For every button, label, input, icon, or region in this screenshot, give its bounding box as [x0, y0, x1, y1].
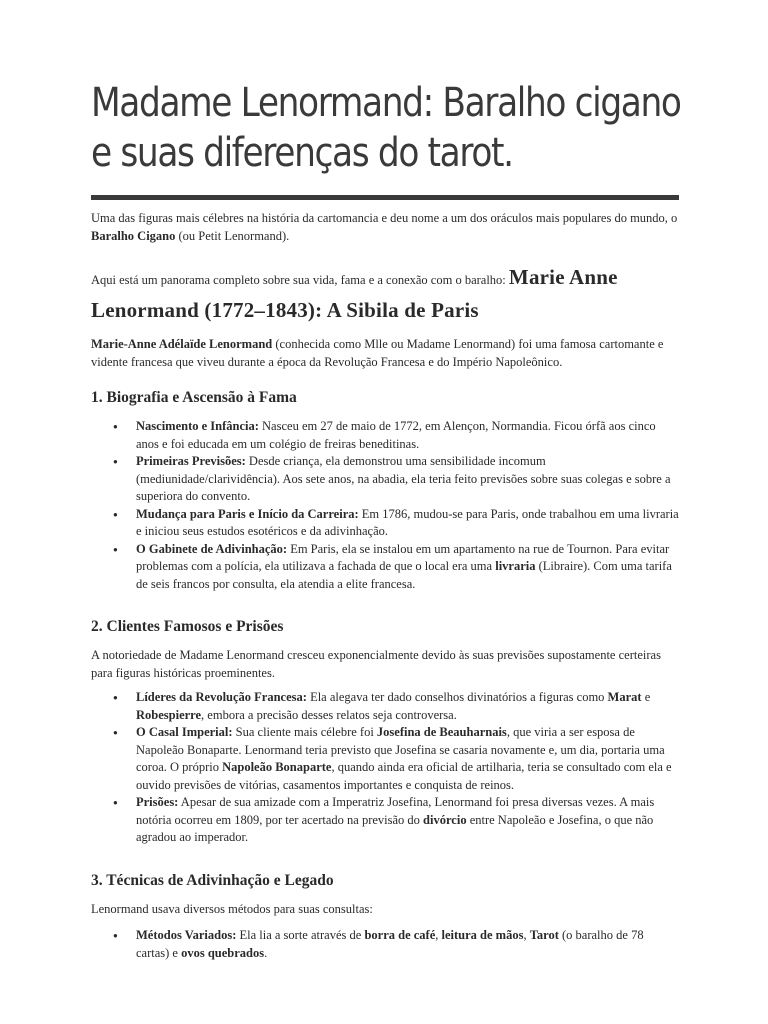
- item-text: ,: [523, 928, 530, 942]
- item-bold: Josefina de Beauharnais: [376, 725, 507, 739]
- main-heading-part-1: Marie Anne: [508, 265, 618, 289]
- item-text: e: [641, 690, 651, 704]
- bio-intro-paragraph: [91, 336, 679, 371]
- section-2-intro: A notoriedade de Madame Lenormand cresceu exponencialmente devido às suas previsões supostamente certeiras para figuras históricas proeminentes.: [91, 648, 661, 680]
- list-item: [91, 724, 679, 794]
- item-bold: Líderes da Revolução Francesa:: [136, 690, 307, 704]
- item-bold: borra de café: [364, 928, 436, 942]
- panorama-text: Aqui está um panorama completo sobre sua vida, fama e a conexão com o baralho:: [91, 273, 509, 287]
- item-bold: Robespierre: [136, 707, 202, 722]
- intro-paragraph: [91, 210, 679, 245]
- item-text: (Libraire). Com uma tarifa de seis francos por consulta, ela atendia a elite francesa.: [136, 559, 672, 591]
- section-3-intro: Lenormand usava diversos métodos para suas consultas:: [91, 902, 373, 916]
- list-item: [91, 689, 679, 724]
- section-1-list: [91, 418, 679, 593]
- item-text: Ela lia a sorte através de: [236, 928, 365, 942]
- item-bold: ovos quebrados: [181, 945, 265, 960]
- intro-text-end: (ou Petit Lenormand).: [175, 228, 290, 243]
- list-item: [91, 927, 679, 962]
- intro-text: Uma das figuras mais célebres na história da cartomancia e deu nome a um dos oráculos mais populares do mundo, o: [91, 211, 678, 225]
- main-heading-part-2: Lenormand (1772–1843): A Sibila de Paris: [91, 298, 479, 322]
- title-line-2: e suas diferenças do tarot.: [91, 130, 513, 176]
- item-bold: Napoleão Bonaparte: [222, 760, 332, 774]
- title-line-1: Madame Lenormand: Baralho cigano: [91, 80, 681, 126]
- list-item: [91, 418, 679, 453]
- item-text: (o baralho de 78 cartas) e: [136, 928, 644, 960]
- item-bold: divórcio: [423, 812, 467, 827]
- item-bold: Tarot: [529, 928, 559, 942]
- section-3-heading: 3. Técnicas de Adivinhação e Legado: [91, 872, 334, 889]
- section-3-list: [91, 927, 679, 962]
- list-item: [91, 794, 679, 847]
- item-bold: Prisões:: [136, 795, 179, 809]
- item-text: , quando ainda era oficial de artilharia, teria se consultado com ela e ouvido previsões de vitórias, casamentos importantes e conquista de reinos.: [136, 760, 672, 792]
- title-divider: [91, 195, 679, 200]
- bio-intro-text: (conhecida como Mlle ou Madame Lenormand) foi uma famosa cartomante e vidente francesa que viveu durante a época da Revolução Francesa e do Império Napoleônico.: [91, 337, 664, 369]
- document-title: [91, 78, 681, 178]
- item-bold: Métodos Variados:: [136, 928, 237, 942]
- list-item: [91, 506, 679, 541]
- item-text: Ela alegava ter dado conselhos divinatórios a figuras como: [306, 690, 608, 704]
- item-text: .: [264, 945, 268, 960]
- list-item: [91, 453, 679, 506]
- list-item: [91, 541, 679, 594]
- item-text: Apesar de sua amizade com a Imperatriz Josefina, Lenormand foi presa diversas vezes. A mais notória ocorreu em 1809, por ter acertado na previsão do: [136, 795, 655, 827]
- item-text: entre Napoleão e Josefina, o que não agradou ao imperador.: [136, 812, 654, 844]
- section-1-heading: 1. Biografia e Ascensão à Fama: [91, 389, 297, 406]
- item-text: Em Paris, ela se instalou em um apartamento na rue de Tournon. Para evitar problemas com a polícia, ela utilizava a fachada de que o local era uma: [136, 541, 670, 573]
- bio-intro-bold: Marie-Anne Adélaïde Lenormand: [91, 337, 273, 351]
- item-text: , que viria a ser esposa de Napoleão Bonaparte. Lenormand teria previsto que Josefina se casaria novamente e, um dia, portaria uma coroa. O próprio: [136, 725, 665, 774]
- item-text: Desde criança, ela demonstrou uma sensibilidade incomum (mediunidade/clarividência). Aos sete anos, na abadia, ela teria feito previsões sobre suas colegas e sobre a superiora do convento.: [136, 454, 671, 503]
- intro-bold: Baralho Cigano: [91, 228, 176, 243]
- item-bold: livraria: [495, 559, 536, 573]
- item-bold: Mudança para Paris e Início da Carreira:: [136, 506, 359, 521]
- item-bold: Primeiras Previsões:: [136, 454, 246, 468]
- item-bold: O Casal Imperial:: [136, 725, 233, 739]
- item-text: , embora a precisão desses relatos seja controversa.: [201, 707, 457, 722]
- panorama-paragraph: [91, 262, 679, 328]
- item-bold: leitura de mãos: [441, 928, 524, 942]
- item-bold: O Gabinete de Adivinhação:: [136, 541, 288, 556]
- section-2-list: [91, 689, 679, 847]
- item-bold: Nascimento e Infância:: [136, 419, 259, 433]
- item-text: Nasceu em 27 de maio de 1772, em Alençon, Normandia. Ficou órfã aos cinco anos e foi educada em um colégio de freiras beneditinas.: [136, 419, 656, 451]
- item-text: ,: [435, 928, 442, 942]
- item-text: Sua cliente mais célebre foi: [232, 725, 377, 739]
- item-text: Em 1786, mudou-se para Paris, onde trabalhou em uma livraria e iniciou seus estudos esotéricos e da adivinhação.: [136, 506, 679, 538]
- section-2-heading: 2. Clientes Famosos e Prisões: [91, 618, 284, 635]
- item-bold: Marat: [607, 690, 642, 704]
